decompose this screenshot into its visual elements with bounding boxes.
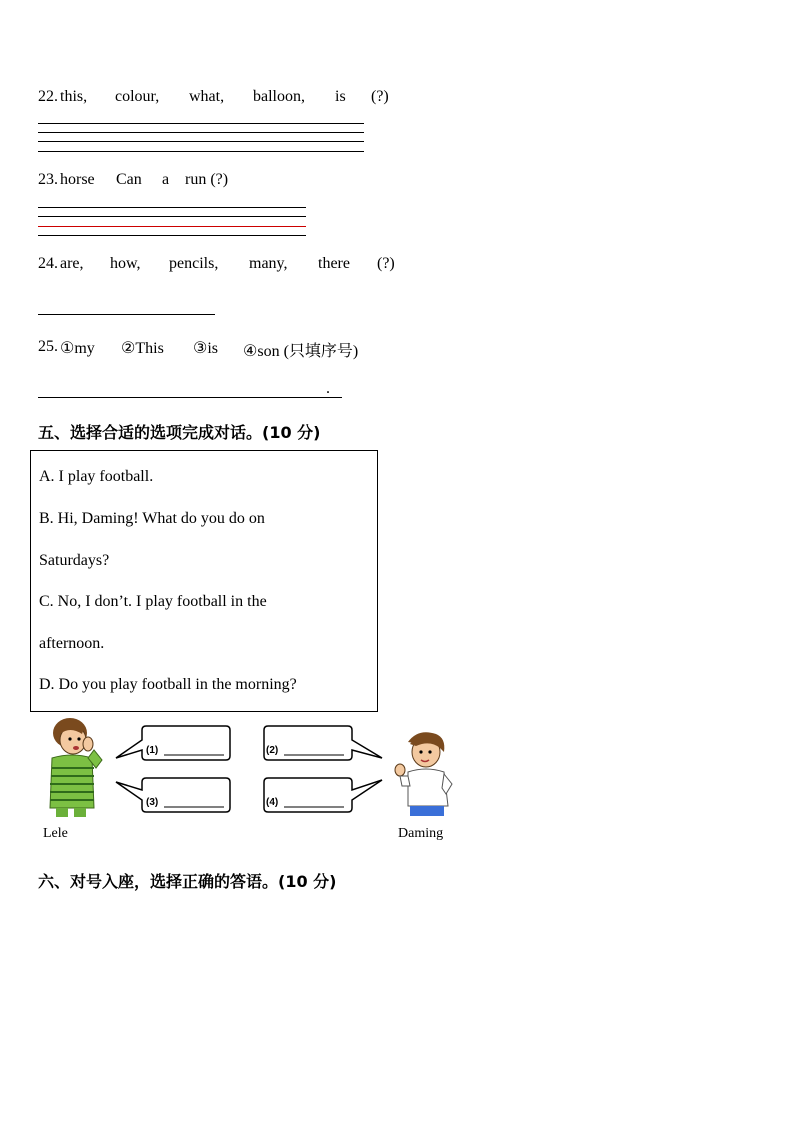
word: horse [60, 171, 95, 188]
word: run (?) [185, 171, 229, 188]
word: (?) [377, 255, 395, 272]
writing-line [38, 141, 364, 142]
bubble-label-1: (1) [146, 745, 159, 756]
writing-line-red [38, 226, 306, 227]
word: ④son (只填序号) [243, 343, 359, 360]
option-d: D. Do you play football in the morning? [39, 676, 297, 693]
word: ③is [193, 340, 219, 357]
daming-figure-icon [390, 728, 456, 818]
bubble-label-4: (4) [266, 797, 279, 808]
bubble-label-3: (3) [146, 797, 159, 808]
speech-bubble-3 [114, 776, 232, 816]
word: this, [60, 88, 88, 105]
word: a [162, 171, 170, 188]
word: (?) [371, 88, 389, 105]
writing-line [38, 151, 364, 152]
word: many, [249, 255, 288, 272]
question-23 [38, 171, 298, 191]
question-25 [38, 338, 398, 358]
word: balloon, [253, 88, 305, 105]
options-box [30, 450, 378, 712]
section-5-title: 五、选择合适的选项完成对话。(10 分) [38, 423, 321, 442]
word: ①my [60, 340, 95, 357]
question-number: 22. [38, 88, 58, 105]
question-number: 23. [38, 171, 58, 188]
character-name-lele: Lele [43, 826, 68, 841]
writing-line [38, 235, 306, 236]
word: colour, [115, 88, 160, 105]
speech-bubble-1 [114, 724, 232, 764]
option-a: A. I play football. [39, 468, 154, 485]
question-number: 25. [38, 338, 58, 355]
option-c: C. No, I don’t. I play football in the [39, 593, 267, 610]
speech-bubble-2 [262, 724, 384, 764]
question-24 [38, 255, 418, 275]
writing-line [38, 132, 364, 133]
answer-line-24[interactable] [38, 314, 215, 315]
writing-line [38, 123, 364, 124]
lele-figure-icon [36, 716, 108, 818]
option-b-cont: Saturdays? [39, 552, 110, 569]
bubble-label-2: (2) [266, 745, 279, 756]
option-c-cont: afternoon. [39, 635, 105, 652]
word: how, [110, 255, 141, 272]
word: ②This [121, 340, 164, 357]
speech-bubble-4 [262, 776, 384, 816]
word: there [318, 255, 350, 272]
line-end-period: . [326, 380, 330, 397]
word: Can [116, 171, 142, 188]
character-name-daming: Daming [398, 826, 444, 841]
option-b: B. Hi, Daming! What do you do on [39, 510, 265, 527]
writing-line [38, 216, 306, 217]
word: are, [60, 255, 84, 272]
answer-line-25[interactable] [38, 397, 342, 398]
word: is [335, 88, 346, 105]
section-6-title: 六、对号入座，选择正确的答语。(10 分) [38, 872, 337, 891]
writing-line [38, 207, 306, 208]
word: what, [189, 88, 225, 105]
word: pencils, [169, 255, 219, 272]
question-22 [38, 88, 418, 108]
question-number: 24. [38, 255, 58, 272]
